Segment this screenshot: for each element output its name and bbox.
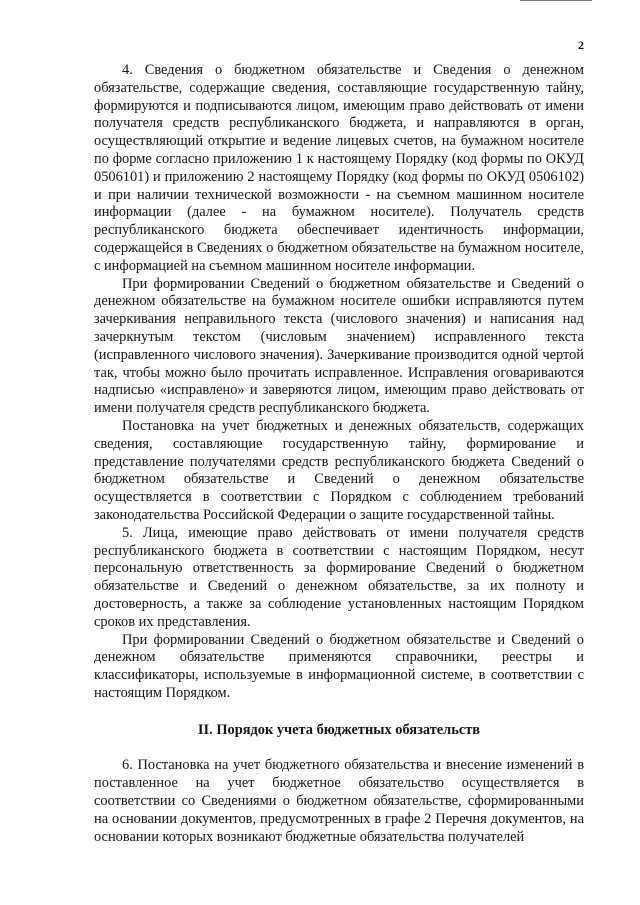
- top-rule: [520, 0, 592, 1]
- paragraph-6: 6. Постановка на учет бюджетного обязательства и внесение изменений в поставленное на учет бюджетное обязательство осуществляется в соответствии со Сведениями о бюджетном обязательстве, сформированными на основании документов, предусмотренных в графе 2 Перечня документов, на основании которых возникают бюджетные обязательства получателей: [94, 757, 584, 845]
- paragraph-4: 4. Сведения о бюджетном обязательстве и Сведения о денежном обязательстве, содержащие сведения, составляющие государственную тайну, формируются и подписываются лицом, имеющим право действовать от имени получателя средств республиканского бюджета, и направляются в орган, осуществляющий открытие и ведение лицевых счетов, на бумажном носителе по форме согласно приложению 1 к настоящему Порядку (код формы по ОКУД 0506101) и приложению 2 настоящему Порядку (код формы по ОКУД 0506102) и при наличии технической возможности - на съемном машинном носителе информации (далее - на бумажном носителе). Получатель средств республиканского бюджета обеспечивает идентичность информации, содержащейся в Сведениях о бюджетном обязательстве на бумажном носителе, с информацией на съемном машинном носителе информации.: [94, 62, 584, 274]
- paragraph-reference-books: При формировании Сведений о бюджетном обязательстве и Сведений о денежном обязательстве применяются справочники, реестры и классификаторы, используемые в информационной системе, в соответствии с настоящим Порядком.: [94, 631, 584, 701]
- paragraph-5: 5. Лица, имеющие право действовать от имени получателя средств республиканского бюджета в соответствии с настоящим Порядком, несут персональную ответственность за формирование Сведений о бюджетном обязательстве и Сведений о денежном обязательстве, за их полноту и достоверность, а также за соблюдение установленных настоящим Порядком сроков их представления.: [94, 524, 584, 630]
- page-number: 2: [578, 38, 584, 52]
- paragraph-state-secret: Постановка на учет бюджетных и денежных обязательств, содержащих сведения, составляющие государственную тайну, формирование и представление получателями средств республиканского бюджета Сведений о бюджетном обязательстве и Сведений о денежном обязательстве осуществляется в соответствии с Порядком с соблюдением требований законодательства Российской Федерации о защите государственной тайны.: [94, 417, 584, 523]
- document-body: [94, 62, 584, 846]
- section-heading: II. Порядок учета бюджетных обязательств: [197, 721, 481, 738]
- paragraph-corrections: При формировании Сведений о бюджетном обязательстве и Сведений о денежном обязательстве на бумажном носителе ошибки исправляются путем зачеркивания неправильного текста (числового значения) и написания над зачеркнутым текстом (числовым значением) исправленного текста (исправленного числового значения). Зачеркивание производится одной чертой так, чтобы можно было прочитать исправленное. Исправления оговариваются надписью «исправлено» и заверяются лицом, имеющим право действовать от имени получателя средств республиканского бюджета.: [94, 275, 584, 417]
